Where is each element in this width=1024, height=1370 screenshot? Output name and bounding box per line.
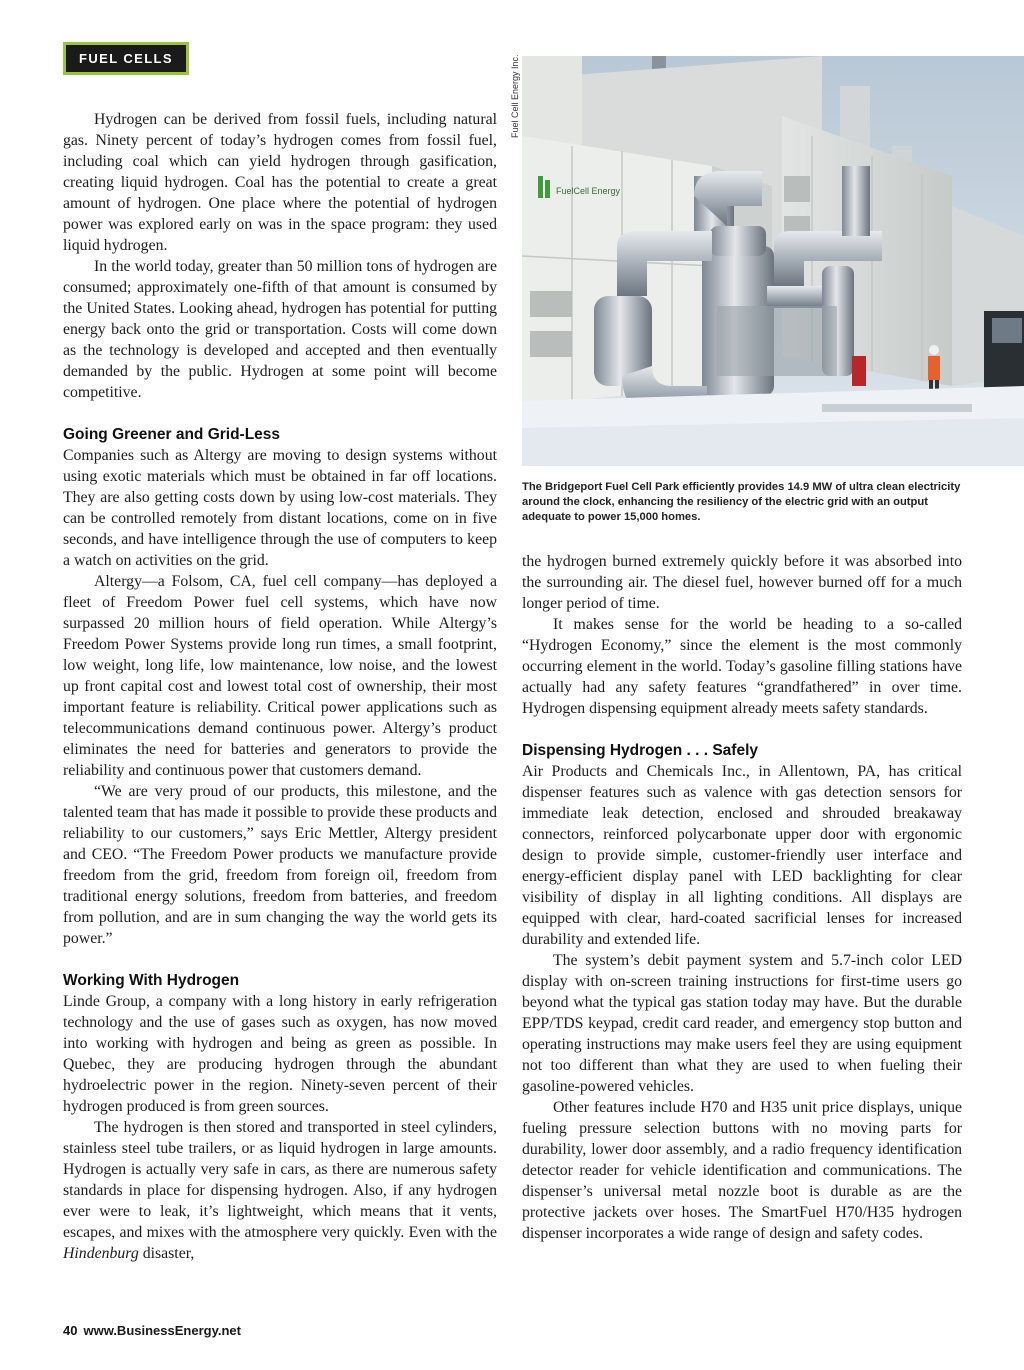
paragraph [63, 1117, 497, 1264]
website-link[interactable]: www.BusinessEnergy.net [83, 1323, 241, 1338]
text-run: The hydrogen is then stored and transported in steel cylinders, stainless steel tube trailers, or as liquid hydrogen in large amounts. Hydrogen is actually very safe in cars, as there are numerous safety standards in place for dispensing hydrogen. Also, if any hydrogen ever were to leak, it’s lightweight, which means that it vents, escapes, and mixes with the atmosphere very quickly. Even with the [63, 1119, 497, 1241]
paragraph: Hydrogen can be derived from fossil fuels, including natural gas. Ninety percent of today’s hydrogen comes from fossil fuel, including coal which can yield hydrogen through gasification, creating liquid hydrogen. Coal has the potential to create a great amount of hydrogen. One place where the potential of hydrogen power was explored early on was in the space program: they used liquid hydrogen. [63, 111, 497, 254]
paragraph: Companies such as Altergy are moving to design systems without using exotic materials which must be obtained in far off locations. They are also getting costs down by using low-cost materials. They can be controlled remotely from distant locations, come on in five seconds, and have intelligence through the use of computers to keep a watch on activities on the grid. [63, 447, 497, 569]
section-heading-greener: Going Greener and Grid-Less [63, 426, 281, 443]
photo-sign: FuelCell Energy [556, 186, 621, 196]
paragraph: “We are very proud of our products, this milestone, and the talented team that has made it possible to provide these products and reliability to our customers,” says Eric Mettler, Altergy president and CEO. “The Freedom Power products we manufacture provide freedom from the grid, freedom from foreign oil, freedom from traditional energy solutions, freedom from batteries, and freedom from pollution, and are in sum changing the way the world gets its power.” [63, 783, 497, 947]
section-heading-working: Working With Hydrogen [63, 972, 240, 989]
photo-credit: Fuel Cell Energy Inc. [510, 54, 520, 138]
paragraph: Linde Group, a company with a long history in early refrigeration technology and the use of gases such as oxygen, has now moved into working with hydrogen and being as green as possible. In Quebec, they are producing hydrogen through the abundant hydroelectric power in the region. Ninety-seven percent of their hydrogen produced is from green sources. [63, 993, 497, 1115]
paragraph: the hydrogen burned extremely quickly before it was absorbed into the surrounding air. The diesel fuel, however burned off for a much longer period of time. [522, 553, 962, 612]
left-column [63, 109, 497, 1264]
page-number: 40 [63, 1323, 78, 1338]
paragraph: It makes sense for the world be heading to a so-called “Hydrogen Economy,” since the element is the most commonly occurring element in the world. Today’s gasoline filling stations have actually had any safety features “grandfathered” in over time. Hydrogen dispensing equipment already meets safety standards. [522, 616, 962, 717]
text-run: disaster, [138, 1245, 195, 1262]
paragraph: Air Products and Chemicals Inc., in Allentown, PA, has critical dispenser features such as valence with gas detection sensors for immediate leak detection, enclosed and shrouded breakaway connectors, reinforced polycarbonate upper door with ergonomic design to provide simple, customer-friendly user interface and energy-efficient display panel with LED backlighting for clear visibility of display in all lighting conditions. All displays are equipped with clear, hard-coated sacrificial lenses for increased durability and extended life. [522, 763, 962, 948]
paragraph: The system’s debit payment system and 5.7-inch color LED display with on-screen training instructions for first-time users go beyond what the typical gas station today may have. But the durable EPP/TDS keypad, credit card reader, and emergency stop button and operating instructions may make users feel they are using equipment not too different than what they are used to when fueling their gasoline-powered vehicles. [522, 952, 962, 1095]
section-heading-dispensing: Dispensing Hydrogen . . . Safely [522, 742, 758, 759]
fuel-cell-park-photo [522, 56, 1024, 466]
paragraph: In the world today, greater than 50 million tons of hydrogen are consumed; approximately one-fifth of that amount is consumed by the United States. Looking ahead, hydrogen has potential for putting energy back onto the grid or transportation. Costs will come down as the technology is developed and accepted and then eventually demanded by the public. Hydrogen at some point will become competitive. [63, 258, 497, 401]
right-column [522, 551, 962, 1244]
italic-text: Hindenburg [63, 1245, 139, 1262]
page-footer [63, 1323, 241, 1338]
section-tag: FUEL CELLS [63, 42, 189, 75]
photo-caption: The Bridgeport Fuel Cell Park efficiently provides 14.9 MW of ultra clean electricity around the clock, enhancing the resiliency of the electric grid with an output adequate to power 15,000 homes. [522, 481, 961, 523]
paragraph: Other features include H70 and H35 unit price displays, unique fueling pressure selection buttons with no moving parts for durability, lower door assembly, and a radio frequency identification detector reader for vehicle identification and communications. The dispenser’s universal metal nozzle boot is durable as are the protective jackets over hoses. The SmartFuel H70/H35 hydrogen dispenser incorporates a wide range of design and safety codes. [522, 1099, 962, 1242]
paragraph: Altergy—a Folsom, CA, fuel cell company—has deployed a fleet of Freedom Power fuel cell systems, which have now surpassed 20 million hours of field operation. While Altergy’s Freedom Power Systems provide long run times, a small footprint, low weight, long life, low maintenance, low noise, and the lowest up front capital cost and lowest total cost of ownership, their most important feature is reliability. Critical power applications such as telecommunications demand continuous power. Altergy’s product eliminates the need for batteries and generators to provide the reliability and continuous power that customers demand. [63, 573, 497, 779]
